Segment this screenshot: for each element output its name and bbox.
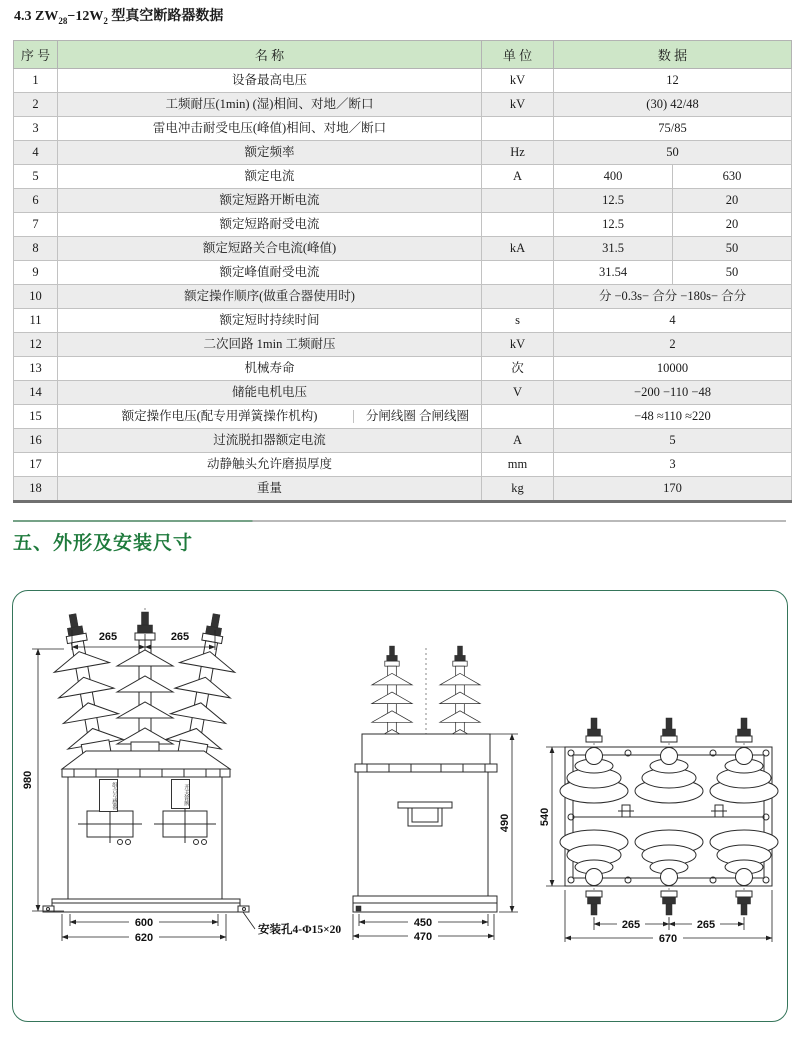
dim-top-265-right: 265	[696, 919, 716, 931]
cell-name: 二次回路 1min 工频耐压	[58, 333, 482, 357]
cell-unit: V	[482, 381, 554, 405]
cell-name: 额定操作顺序(做重合器使用时)	[58, 285, 482, 309]
cell-data: 3	[554, 453, 792, 477]
dim-front-980: 980	[22, 770, 34, 790]
table-row	[14, 117, 792, 141]
cell-unit: Hz	[482, 141, 554, 165]
table-row	[14, 237, 792, 261]
col-header-unit: 单 位	[482, 41, 554, 69]
cell-unit: A	[482, 165, 554, 189]
cell-no: 5	[14, 165, 58, 189]
side-view-drawing	[353, 646, 518, 943]
cell-unit	[482, 213, 554, 237]
dim-front-600: 600	[134, 917, 154, 929]
cell-data-left: 400	[554, 165, 673, 189]
section-title: 五、外形及安装尺寸	[13, 533, 194, 554]
cell-no: 10	[14, 285, 58, 309]
table-row	[14, 381, 792, 405]
cell-data-right: 630	[673, 165, 792, 189]
cell-no: 8	[14, 237, 58, 261]
col-header-no: 序 号	[14, 41, 58, 69]
cell-no: 16	[14, 429, 58, 453]
cell-name: 储能电机电压	[58, 381, 482, 405]
cell-name: 额定短路开断电流	[58, 189, 482, 213]
header-row	[14, 41, 792, 69]
cell-no: 15	[14, 405, 58, 429]
dimension-drawings	[12, 590, 788, 1020]
cell-data: 10000	[554, 357, 792, 381]
cell-unit: s	[482, 309, 554, 333]
spec-table	[13, 40, 792, 503]
cell-name: 额定电流	[58, 165, 482, 189]
cell-name: 额定短路耐受电流	[58, 213, 482, 237]
cell-name	[58, 405, 482, 429]
cell-data-right: 20	[673, 189, 792, 213]
cell-data: 分 −0.3s− 合分 −180s− 合分	[554, 285, 792, 309]
cell-no: 7	[14, 213, 58, 237]
cell-data: 12	[554, 69, 792, 93]
front-view-left-nameplate: 组合互感器	[99, 779, 118, 812]
table-row	[14, 405, 792, 429]
front-view-drawing	[22, 608, 341, 944]
cell-no: 11	[14, 309, 58, 333]
dim-side-490: 490	[499, 813, 511, 833]
cell-data: −200 −110 −48	[554, 381, 792, 405]
page-title: 4.3 $ZW_{28}-12W_2$ 型真空断路器数据	[14, 9, 224, 26]
cell-data-left: 31.54	[554, 261, 673, 285]
table-row	[14, 213, 792, 237]
dim-top-265-left: 265	[621, 919, 641, 931]
table-row	[14, 309, 792, 333]
cell-data: 170	[554, 477, 792, 502]
cell-unit: kV	[482, 93, 554, 117]
cell-name: 动静触头允许磨损厚度	[58, 453, 482, 477]
cell-no: 2	[14, 93, 58, 117]
front-view-right-nameplate: 开关铭牌	[171, 779, 190, 809]
cell-unit: 次	[482, 357, 554, 381]
col-header-data: 数 据	[554, 41, 792, 69]
cell-name: 机械寿命	[58, 357, 482, 381]
table-row	[14, 477, 792, 502]
cell-no: 6	[14, 189, 58, 213]
cell-unit	[482, 285, 554, 309]
cell-name: 雷电冲击耐受电压(峰值)相间、对地／断口	[58, 117, 482, 141]
cell-unit: kg	[482, 477, 554, 502]
table-row	[14, 141, 792, 165]
dim-front-620: 620	[134, 932, 154, 944]
cell-data: −48 ≈110 ≈220	[554, 405, 792, 429]
cell-unit: kV	[482, 333, 554, 357]
cell-name: 额定短路关合电流(峰值)	[58, 237, 482, 261]
cell-name: 额定峰值耐受电流	[58, 261, 482, 285]
cell-unit	[482, 261, 554, 285]
table-row	[14, 165, 792, 189]
table-row	[14, 93, 792, 117]
dim-top-670: 670	[658, 933, 678, 945]
cell-unit	[482, 405, 554, 429]
cell-no: 13	[14, 357, 58, 381]
cell-no: 3	[14, 117, 58, 141]
section-divider	[13, 520, 786, 522]
cell-name: 额定短时持续时间	[58, 309, 482, 333]
cell-unit: mm	[482, 453, 554, 477]
cell-data: 4	[554, 309, 792, 333]
cell-data-left: 12.5	[554, 189, 673, 213]
cell-no: 18	[14, 477, 58, 502]
cell-no: 1	[14, 69, 58, 93]
table-row	[14, 261, 792, 285]
table-row	[14, 189, 792, 213]
cell-name: 额定频率	[58, 141, 482, 165]
cell-data: (30) 42/48	[554, 93, 792, 117]
table-row	[14, 333, 792, 357]
dim-front-265-right: 265	[170, 631, 190, 643]
cell-name-subcell: 分闸线圈 合闸线圈	[353, 410, 481, 423]
table-row	[14, 453, 792, 477]
cell-name: 重量	[58, 477, 482, 502]
table-row	[14, 69, 792, 93]
cell-unit: A	[482, 429, 554, 453]
cell-name: 工频耐压(1min) (湿)相间、对地／断口	[58, 93, 482, 117]
table-row	[14, 429, 792, 453]
dim-side-450: 450	[413, 917, 433, 929]
cell-name: 设备最高电压	[58, 69, 482, 93]
cell-name: 过流脱扣器额定电流	[58, 429, 482, 453]
cell-unit	[482, 189, 554, 213]
dim-front-265-left: 265	[98, 631, 118, 643]
cell-no: 14	[14, 381, 58, 405]
cell-unit: kV	[482, 69, 554, 93]
cell-data-left: 31.5	[554, 237, 673, 261]
cell-data-right: 20	[673, 213, 792, 237]
cell-unit: kA	[482, 237, 554, 261]
cell-no: 12	[14, 333, 58, 357]
cell-data: 2	[554, 333, 792, 357]
cell-data: 75/85	[554, 117, 792, 141]
col-header-name: 名 称	[58, 41, 482, 69]
mount-hole-note: 安装孔4-Φ15×20	[258, 924, 342, 936]
table-row	[14, 357, 792, 381]
cell-data-right: 50	[673, 261, 792, 285]
cell-no: 17	[14, 453, 58, 477]
cell-data: 5	[554, 429, 792, 453]
cell-data: 50	[554, 141, 792, 165]
cell-no: 9	[14, 261, 58, 285]
dim-top-540: 540	[539, 807, 551, 827]
cell-unit	[482, 117, 554, 141]
cell-no: 4	[14, 141, 58, 165]
dim-side-470: 470	[413, 931, 433, 943]
top-view-drawing	[539, 718, 778, 945]
cell-name-label: 额定操作电压(配专用弹簧操作机构)	[121, 408, 318, 423]
table-row	[14, 285, 792, 309]
cell-data-right: 50	[673, 237, 792, 261]
cell-data-left: 12.5	[554, 213, 673, 237]
